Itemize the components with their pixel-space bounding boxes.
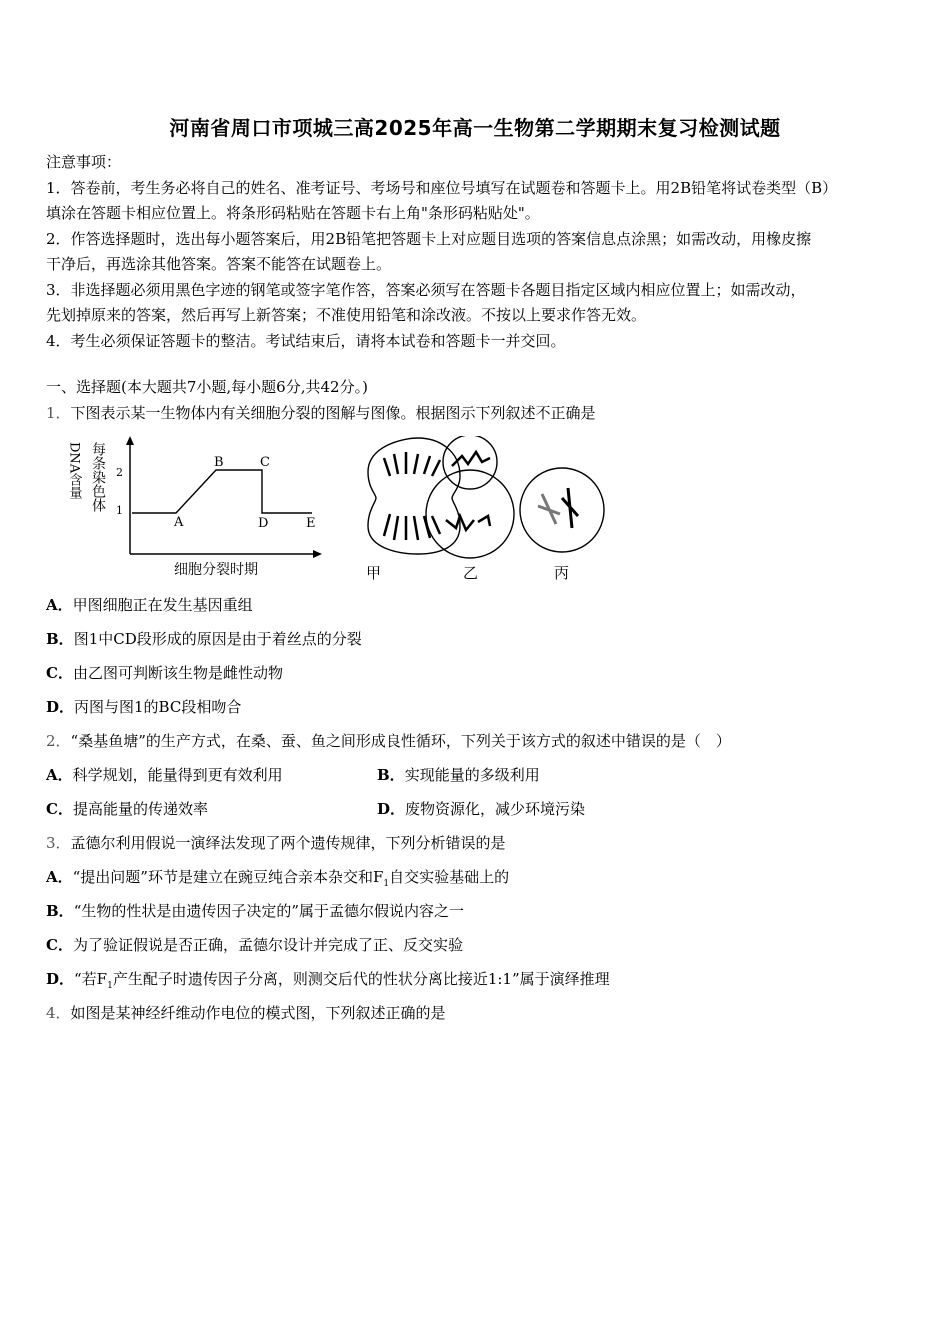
option-text: “若F: [74, 970, 108, 988]
note-line: 先划掉原来的答案，然后再写上新答案；不准使用铅笔和涂改液。不按以上要求作答无效。: [46, 306, 647, 324]
option-letter: D．: [377, 800, 406, 818]
option-text-cont: 产生配子时遗传因子分离，则测交后代的性状分离比接近1:1”属于演绎推理: [112, 970, 610, 988]
q2-option-c: [46, 798, 208, 819]
option-text-cont: 自交实验基础上的: [389, 868, 510, 886]
option-letter: B．: [46, 902, 74, 920]
cell-bing-label: 丙: [554, 564, 570, 582]
note-line: 1．答卷前，考生务必将自己的姓名、准考证号、考场号和座位号填写在试题卷和答题卡上。用2B铅笔将试卷类型（B）: [46, 178, 838, 197]
option-letter: B．: [46, 630, 74, 648]
question-stem: 孟德尔利用假说一演绎法发现了两个遗传规律，下列分析错误的是: [70, 834, 506, 852]
notes-block: [46, 150, 908, 354]
option-text: 废物资源化，减少环境污染: [405, 800, 586, 818]
q1-option-b: [46, 628, 362, 649]
point-b-label: B: [214, 455, 224, 470]
point-c-label: C: [260, 455, 270, 470]
section-heading: 一、选择题(本大题共7小题,每小题6分,共42分。): [46, 378, 368, 396]
option-letter: D．: [46, 698, 75, 716]
note-line: 干净后，再选涂其他答案。答案不能答在试题卷上。: [46, 255, 392, 273]
option-text: 科学规划，能量得到更有效利用: [72, 766, 283, 784]
q3-option-c: [46, 934, 463, 955]
point-a-label: A: [174, 515, 184, 530]
option-letter: A．: [46, 766, 73, 784]
notes-heading: 注意事项：: [46, 153, 122, 171]
option-text: 提高能量的传递效率: [72, 800, 208, 818]
question-number: 4．: [46, 1004, 71, 1022]
q2-option-b: [377, 764, 540, 785]
option-letter: A．: [46, 868, 73, 886]
point-d-label: D: [258, 516, 269, 531]
question-number: 2．: [46, 732, 71, 750]
q2-option-d: [377, 798, 585, 819]
question-number: 1．: [46, 404, 71, 422]
option-letter: C．: [46, 936, 73, 954]
q1-option-d: [46, 696, 241, 717]
cell-yi-label: 乙: [463, 564, 479, 582]
option-text: 实现能量的多级利用: [404, 766, 540, 784]
point-e-label: E: [306, 516, 316, 531]
cell-bing: [520, 468, 604, 552]
y-axis-label-b: DNA含量: [68, 442, 82, 500]
option-letter: B．: [377, 766, 405, 784]
note-line: 2．作答选择题时，选出每小题答案后，用2B铅笔把答题卡上对应题目选项的答案信息点涂黑；如需改动，用橡皮擦: [46, 229, 812, 248]
option-text: “提出问题”环节是建立在豌豆纯合亲本杂交和F: [72, 868, 384, 886]
question-number: 3．: [46, 834, 71, 852]
question-1: [46, 402, 596, 423]
y-axis-label-a: 每条染色体: [90, 442, 106, 512]
option-text: 甲图细胞正在发生基因重组: [72, 596, 253, 614]
question-stem: 如图是某神经纤维动作电位的模式图，下列叙述正确的是: [70, 1004, 446, 1022]
q3-option-b: [46, 900, 464, 921]
question-stem: 下图表示某一生物体内有关细胞分裂的图解与图像。根据图示下列叙述不正确是: [70, 404, 596, 422]
y-axis-arrow: [126, 436, 134, 445]
x-axis-label: 细胞分裂时期: [174, 562, 258, 578]
cell-jia-label: 甲: [366, 564, 382, 582]
option-letter: C．: [46, 664, 73, 682]
page-title: 河南省周口市项城三高2025年高一生物第二学期期末复习检测试题: [169, 116, 781, 140]
option-letter: A．: [46, 596, 73, 614]
question-stem: “桑基鱼塘”的生产方式，在桑、蚕、鱼之间形成良性循环，下列关于该方式的叙述中错误的是（ ）: [70, 732, 731, 750]
x-axis-arrow: [313, 550, 322, 558]
question-4: [46, 1002, 446, 1023]
cell-yi: [426, 436, 514, 558]
question-3: [46, 832, 506, 853]
option-text: 丙图与图1的BC段相吻合: [74, 698, 242, 716]
q3-option-a: [46, 866, 509, 889]
note-line: 4．考生必须保证答题卡的整洁。考试结束后，请将本试卷和答题卡一并交回。: [46, 331, 566, 350]
note-line: 填涂在答题卡相应位置上。将条形码粘贴在答题卡右上角"条形码粘贴处"。: [46, 204, 540, 222]
cell-division-figure: [68, 436, 608, 584]
note-line: 3．非选择题必须用黑色字迹的钢笔或签字笔作答，答案必须写在答题卡各题目指定区域内相应位置上；如需改动，: [46, 280, 806, 299]
subscript: 1: [107, 981, 113, 991]
question-2: [46, 730, 731, 751]
q2-option-a: [46, 764, 283, 785]
option-text: “生物的性状是由遗传因子决定的”属于孟德尔假说内容之一: [73, 902, 465, 920]
dna-curve: [132, 470, 312, 513]
option-text: 由乙图可判断该生物是雌性动物: [72, 664, 283, 682]
option-letter: C．: [46, 800, 73, 818]
q1-option-c: [46, 662, 283, 683]
option-letter: D．: [46, 970, 75, 988]
option-text: 为了验证假说是否正确，孟德尔设计并完成了正、反交实验: [72, 936, 463, 954]
option-text: 图1中CD段形成的原因是由于着丝点的分裂: [73, 630, 362, 648]
y-tick-1: 1: [116, 504, 123, 517]
q1-option-a: [46, 594, 253, 615]
figure-svg: [68, 436, 608, 584]
q3-option-d: [46, 968, 610, 991]
cell-jia: [368, 438, 460, 554]
y-tick-2: 2: [116, 466, 123, 479]
subscript: 1: [383, 879, 390, 889]
